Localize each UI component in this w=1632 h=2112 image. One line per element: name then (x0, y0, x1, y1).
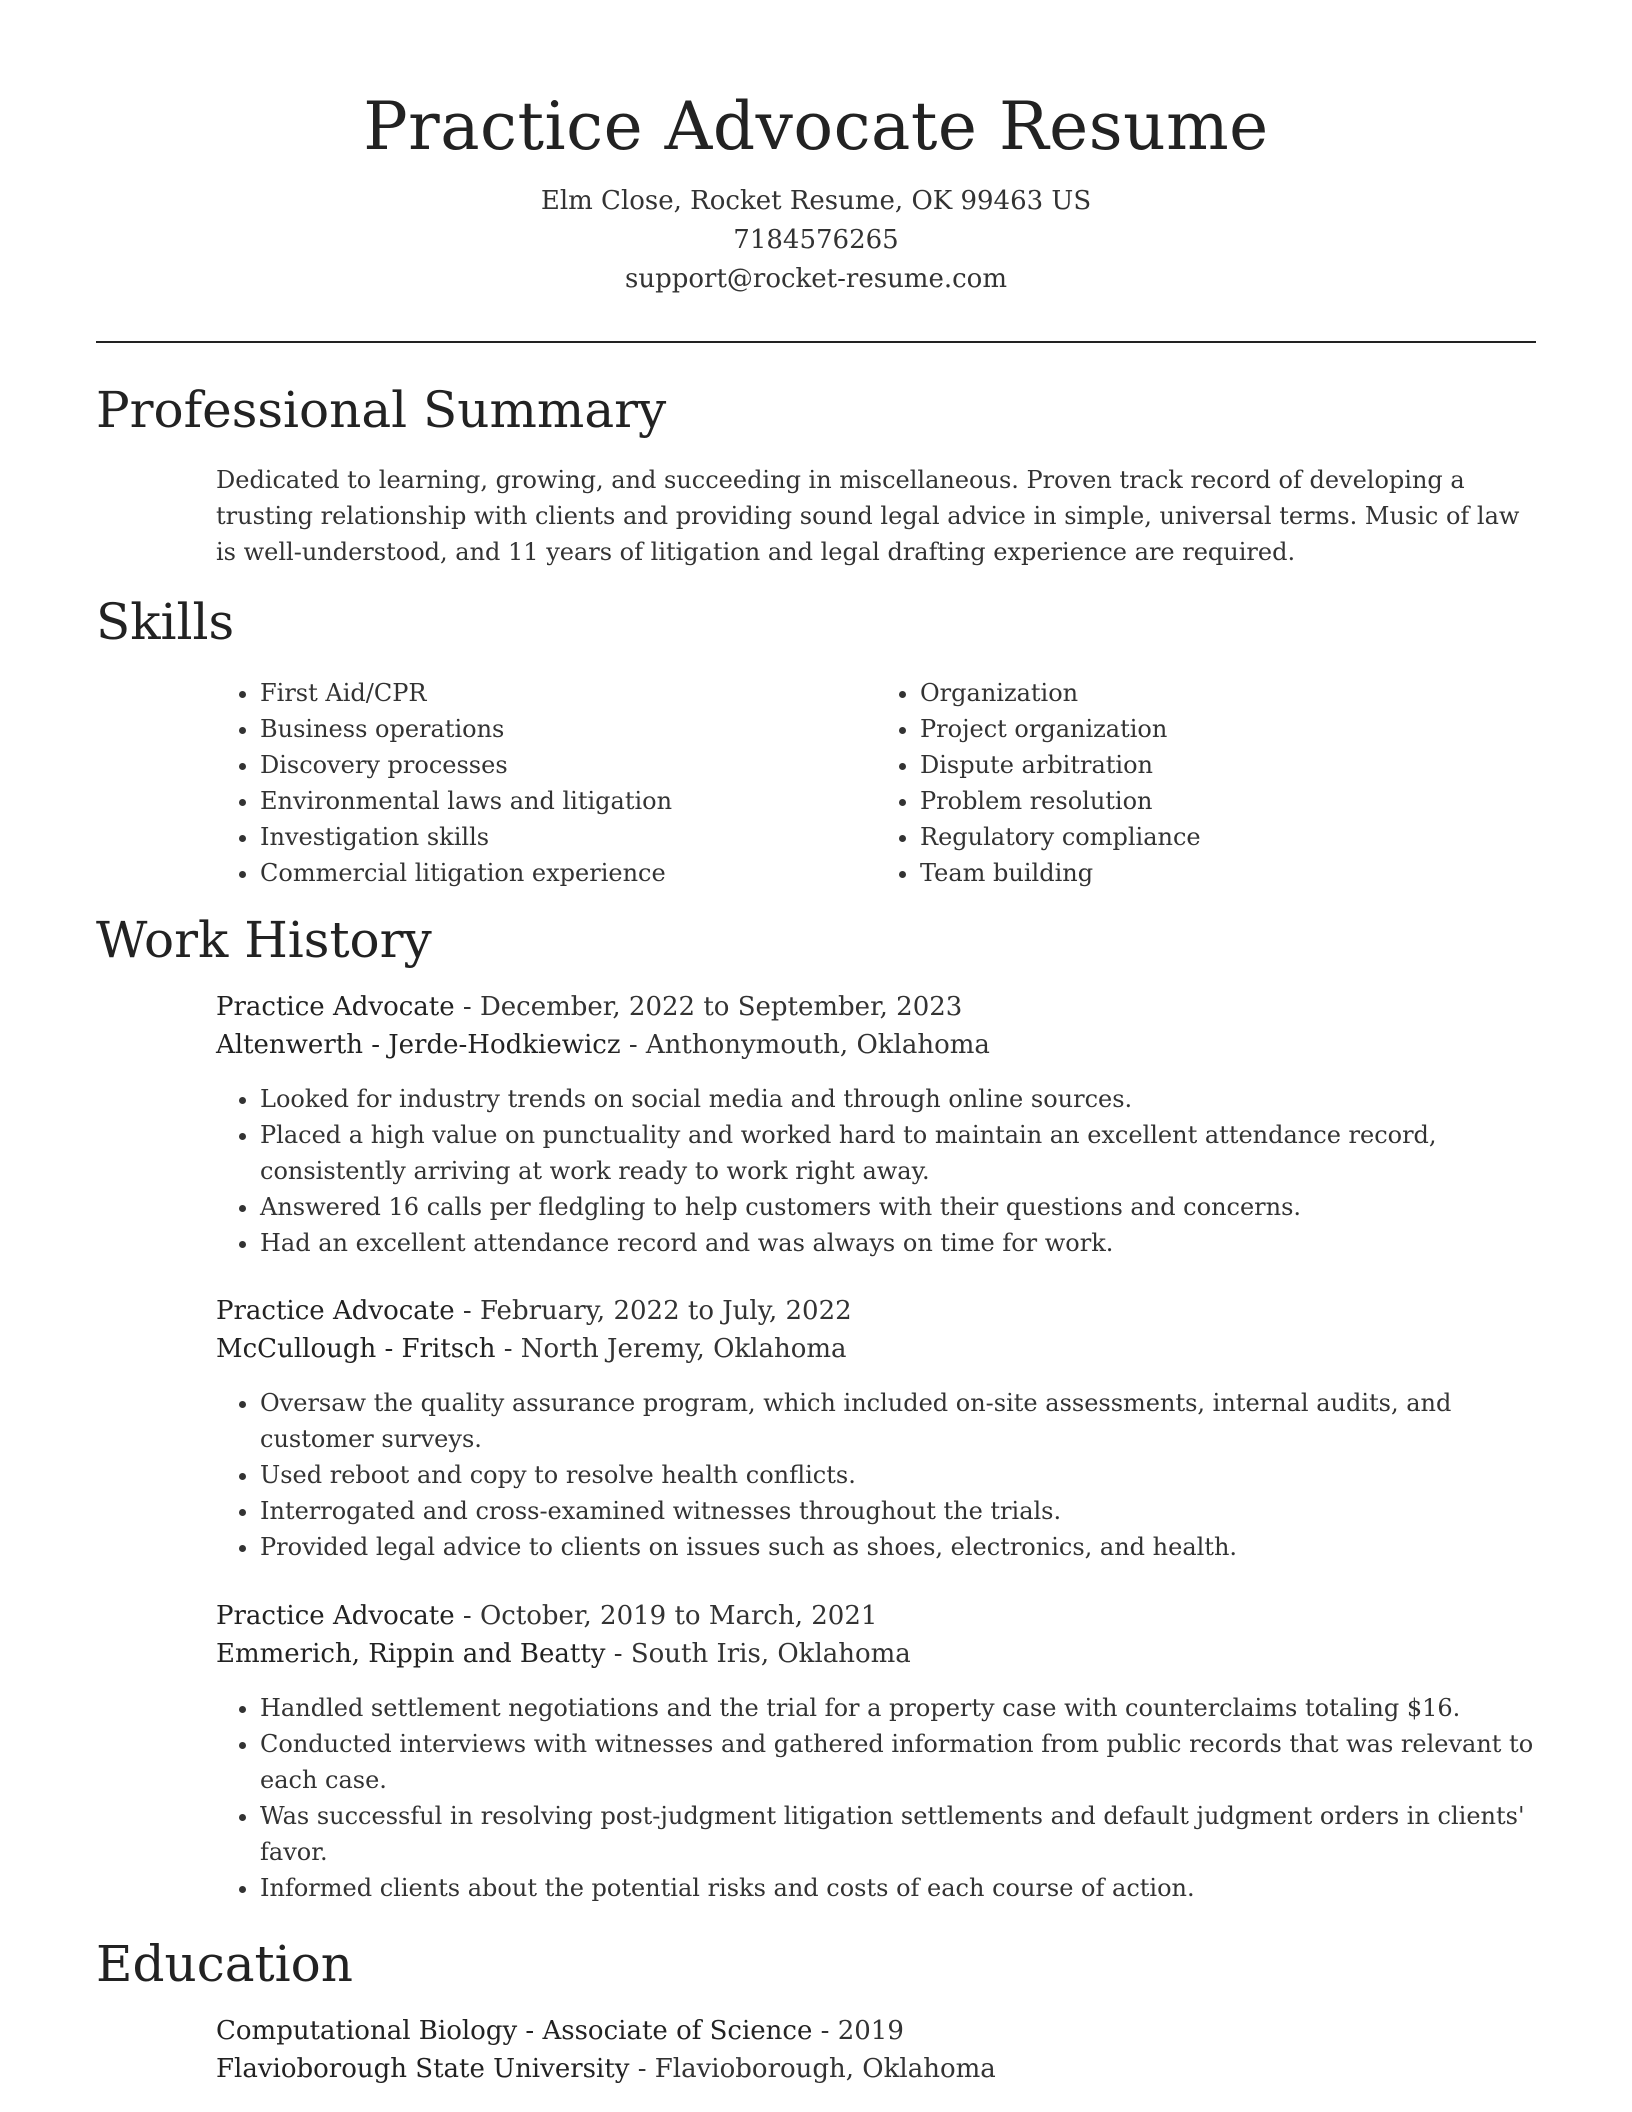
skills-heading: Skills (96, 593, 235, 651)
job-title-line (216, 1292, 1536, 1330)
skill-item: • Investigation skills (260, 819, 876, 855)
job-company-line (216, 1635, 1536, 1673)
skill-item: • Team building (920, 855, 1536, 891)
job-company: Emmerich, Rippin and Beatty (216, 1639, 606, 1669)
job-entry (216, 1597, 1536, 1906)
job-dates: - October, 2019 to March, 2021 (454, 1601, 878, 1631)
job-company: McCullough - Fritsch (216, 1334, 496, 1364)
skill-item: • Dispute arbitration (920, 747, 1536, 783)
resume-header (0, 82, 1632, 299)
job-bullet: • Provided legal advice to clients on issues such as shoes, electronics, and health. (260, 1529, 1536, 1565)
education-year: - 2019 (812, 2016, 904, 2046)
skills-column-right (876, 675, 1536, 891)
education-school: Flavioborough State University (216, 2054, 630, 2084)
job-bullet: • Interrogated and cross-examined witnesses throughout the trials. (260, 1493, 1536, 1529)
job-bullet: • Had an excellent attendance record and was always on time for work. (260, 1225, 1536, 1261)
job-entry (216, 988, 1536, 1261)
job-entry (216, 1292, 1536, 1565)
job-bullet: • Answered 16 calls per fledgling to help customers with their questions and concerns. (260, 1189, 1536, 1225)
job-title: Practice Advocate (216, 1296, 455, 1326)
job-location: - Anthonymouth, Oklahoma (620, 1030, 990, 1060)
job-bullets (216, 1690, 1536, 1906)
contact-address: Elm Close, Rocket Resume, OK 99463 US (540, 186, 1092, 216)
education-degree: Computational Biology - Associate of Science (216, 2016, 813, 2046)
job-location: - South Iris, Oklahoma (605, 1639, 911, 1669)
education-degree-line (216, 2012, 1536, 2050)
skill-item: • Business operations (260, 711, 876, 747)
skill-item: • First Aid/CPR (260, 675, 876, 711)
header-divider (96, 341, 1536, 343)
skills-column-left (216, 675, 876, 891)
education-location: - Flavioborough, Oklahoma (629, 2054, 996, 2084)
job-dates: - December, 2022 to September, 2023 (454, 992, 963, 1022)
job-company: Altenwerth - Jerde-Hodkiewicz (216, 1030, 621, 1060)
summary-text: Dedicated to learning, growing, and succeeding in miscellaneous. Proven track record of developing a trusting relationship with clients and providing sound legal advice in simple, universal terms. Music of law is well-understood, and 11 years of litigation and legal drafting experience are required. (216, 466, 1520, 566)
job-title: Practice Advocate (216, 1601, 455, 1631)
skill-item: • Problem resolution (920, 783, 1536, 819)
job-company-line (216, 1330, 1536, 1368)
job-title-line (216, 988, 1536, 1026)
job-dates: - February, 2022 to July, 2022 (454, 1296, 852, 1326)
job-bullet: • Oversaw the quality assurance program, which included on-site assessments, internal audits, and customer surveys. (260, 1385, 1536, 1457)
work-heading: Work History (96, 911, 432, 969)
skill-item: • Commercial litigation experience (260, 855, 876, 891)
skill-item: • Discovery processes (260, 747, 876, 783)
job-bullets (216, 1081, 1536, 1261)
job-bullets (216, 1385, 1536, 1565)
job-bullet: • Was successful in resolving post-judgment litigation settlements and default judgment orders in clients' favor. (260, 1798, 1536, 1870)
job-title: Practice Advocate (216, 992, 455, 1022)
job-bullet: • Handled settlement negotiations and the trial for a property case with counterclaims totaling $16. (260, 1690, 1536, 1726)
education-school-line (216, 2050, 1536, 2088)
job-title-line (216, 1597, 1536, 1635)
skills-list (216, 675, 1536, 891)
contact-block (0, 182, 1632, 299)
job-company-line (216, 1026, 1536, 1064)
education-heading: Education (96, 1935, 353, 1993)
job-bullet: • Informed clients about the potential risks and costs of each course of action. (260, 1870, 1536, 1906)
contact-email: support@rocket-resume.com (624, 264, 1007, 294)
job-bullet: • Conducted interviews with witnesses and gathered information from public records that was relevant to each case. (260, 1726, 1536, 1798)
education-entry (216, 2012, 1536, 2088)
skill-item: • Project organization (920, 711, 1536, 747)
job-bullet: • Used reboot and copy to resolve health conflicts. (260, 1457, 1536, 1493)
resume-title: Practice Advocate Resume (363, 88, 1269, 165)
job-bullet: • Placed a high value on punctuality and worked hard to maintain an excellent attendance record, consistently arriving at work ready to work right away. (260, 1117, 1536, 1189)
skill-item: • Environmental laws and litigation (260, 783, 876, 819)
skill-item: • Regulatory compliance (920, 819, 1536, 855)
summary-heading: Professional Summary (96, 381, 667, 439)
job-location: - North Jeremy, Oklahoma (495, 1334, 847, 1364)
job-bullet: • Looked for industry trends on social media and through online sources. (260, 1081, 1536, 1117)
skill-item: • Organization (920, 675, 1536, 711)
contact-phone: 7184576265 (733, 225, 899, 255)
